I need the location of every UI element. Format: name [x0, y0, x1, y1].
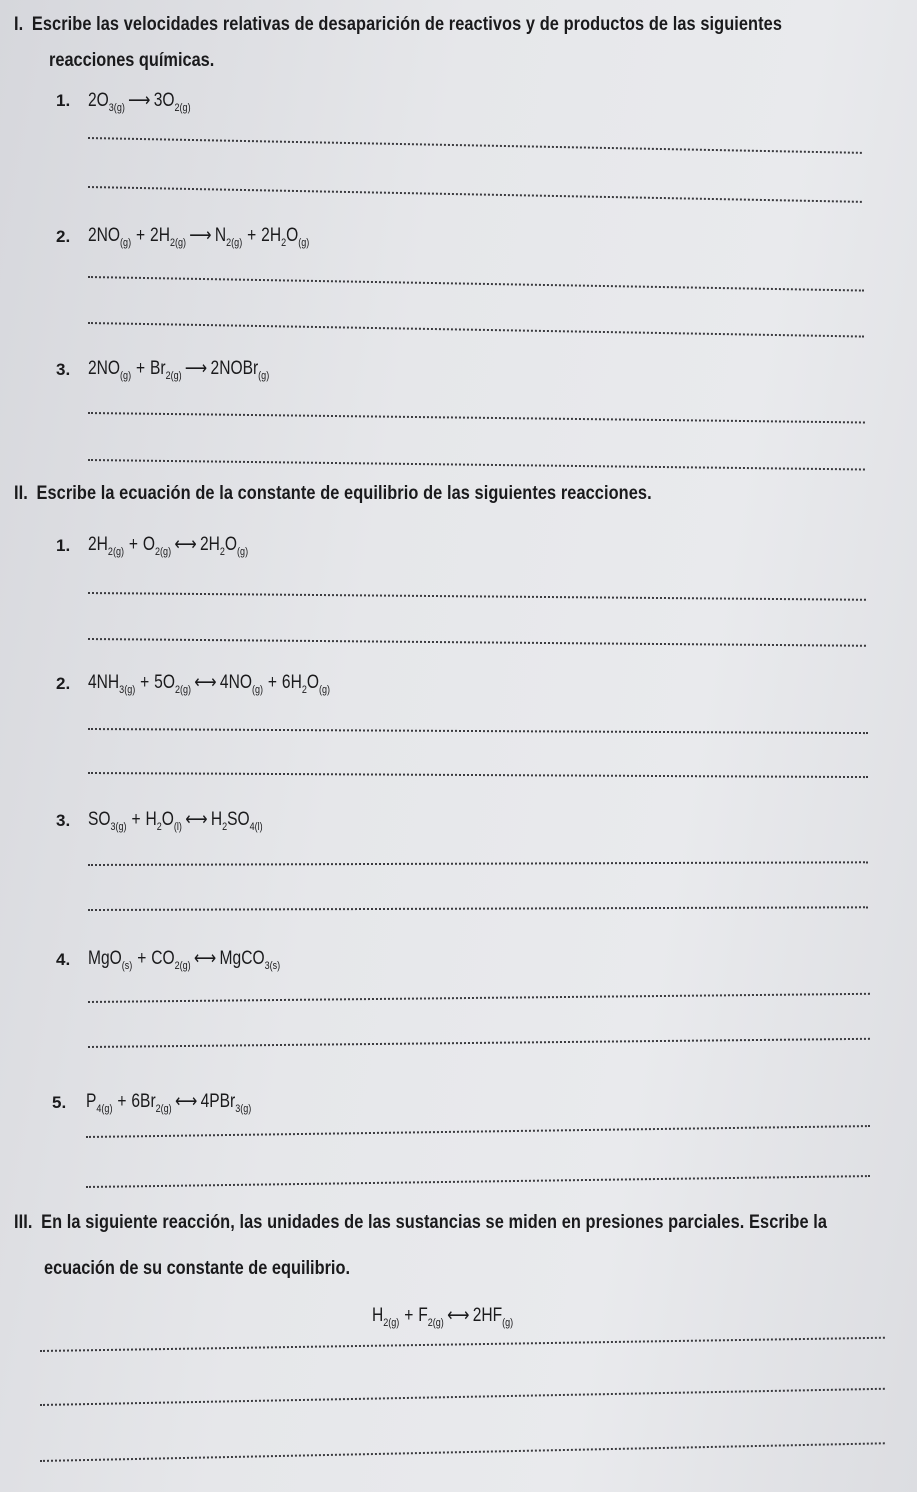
- item-2-1-equation: $2H_{2(g)} + O_{2(g)}$ ⟷ $2H_2O_{(g)}$: [88, 534, 249, 558]
- item-1-3-number: 3.: [56, 360, 71, 379]
- item-2-4-number: 4.: [56, 950, 71, 969]
- item-2-5-equation: $P_{4(g)} + 6Br_{2(g)}$ ⟷ 4PBr$_{3(g)}$: [86, 1091, 252, 1115]
- item-2-1-number: 1.: [56, 536, 71, 555]
- section-3-title-line2: ecuación de su constante de equilibrio.: [44, 1258, 350, 1279]
- item-1-1-number: 1.: [56, 91, 71, 110]
- answer-line[interactable]: [88, 1038, 870, 1048]
- section-1-roman: I.: [14, 14, 24, 35]
- item-2-3-number: 3.: [56, 811, 71, 830]
- item-2-5-number: 5.: [52, 1093, 67, 1112]
- section-2-title-text: Escribe la ecuación de la constante de equilibrio de las siguientes reacciones.: [36, 483, 652, 504]
- item-2-3-equation: $SO_{3(g)} + H_2O_{(l)}$ ⟷ $H_2SO_{4(l)}$: [88, 809, 263, 833]
- section-3-equation: $H_{2(g)} + F_{2(g)}$ ⟷ $2HF_{(g)}$: [372, 1305, 514, 1329]
- answer-line[interactable]: [88, 592, 866, 601]
- section-3-title: [14, 1212, 827, 1234]
- section-1-title-line2: reacciones químicas.: [49, 50, 215, 71]
- item-2-2-equation: $4NH_{3(g)} + 5O_{2(g)}$ ⟷ $4NO_{(g)} + 6H_2O_{(g)}$: [88, 672, 331, 696]
- item-1-2-equation: $2NO_{(g)} + 2H_{2(g)}$ ⟶ $N_{2(g)} + 2H_2O_{(g)}$: [88, 225, 310, 249]
- answer-line[interactable]: [88, 459, 865, 470]
- section-2-title: [14, 483, 652, 505]
- answer-line[interactable]: [88, 772, 868, 778]
- item-1-3-equation: $2NO_{(g)} + Br_{2(g)}$ ⟶ 2NOBr$_{(g)}$: [88, 358, 270, 382]
- answer-line[interactable]: [40, 1442, 885, 1462]
- section-2-roman: II.: [14, 483, 28, 504]
- answer-line[interactable]: [88, 906, 868, 911]
- answer-line[interactable]: [88, 322, 864, 338]
- answer-line[interactable]: [88, 638, 866, 647]
- answer-line[interactable]: [88, 412, 865, 423]
- answer-line[interactable]: [40, 1388, 885, 1406]
- answer-line[interactable]: [88, 276, 864, 292]
- section-3-roman: III.: [14, 1212, 33, 1233]
- answer-line[interactable]: [40, 1337, 885, 1352]
- item-2-4-equation: $MgO_{(s)} + CO_{2(g)}$ ⟷ MgCO$_{3(s)}$: [88, 948, 281, 972]
- answer-line[interactable]: [86, 1175, 870, 1188]
- item-2-2-number: 2.: [56, 674, 71, 693]
- answer-line[interactable]: [88, 137, 862, 154]
- answer-line[interactable]: [88, 993, 870, 1003]
- item-1-2-number: 2.: [56, 227, 71, 246]
- section-1-title-line1: Escribe las velocidades relativas de desaparición de reactivos y de productos de las siguientes: [31, 14, 783, 35]
- item-1-1-equation: $2O_{3(g)}$ ⟶ $3O_{2(g)}$: [88, 90, 191, 114]
- answer-line[interactable]: [88, 186, 862, 203]
- answer-line[interactable]: [88, 728, 868, 734]
- section-3-title-line1: En la siguiente reacción, las unidades de las sustancias se miden en presiones parciales. Escribe la: [41, 1212, 828, 1233]
- answer-line[interactable]: [88, 861, 868, 866]
- answer-line[interactable]: [86, 1125, 870, 1138]
- section-1-title: [14, 14, 782, 36]
